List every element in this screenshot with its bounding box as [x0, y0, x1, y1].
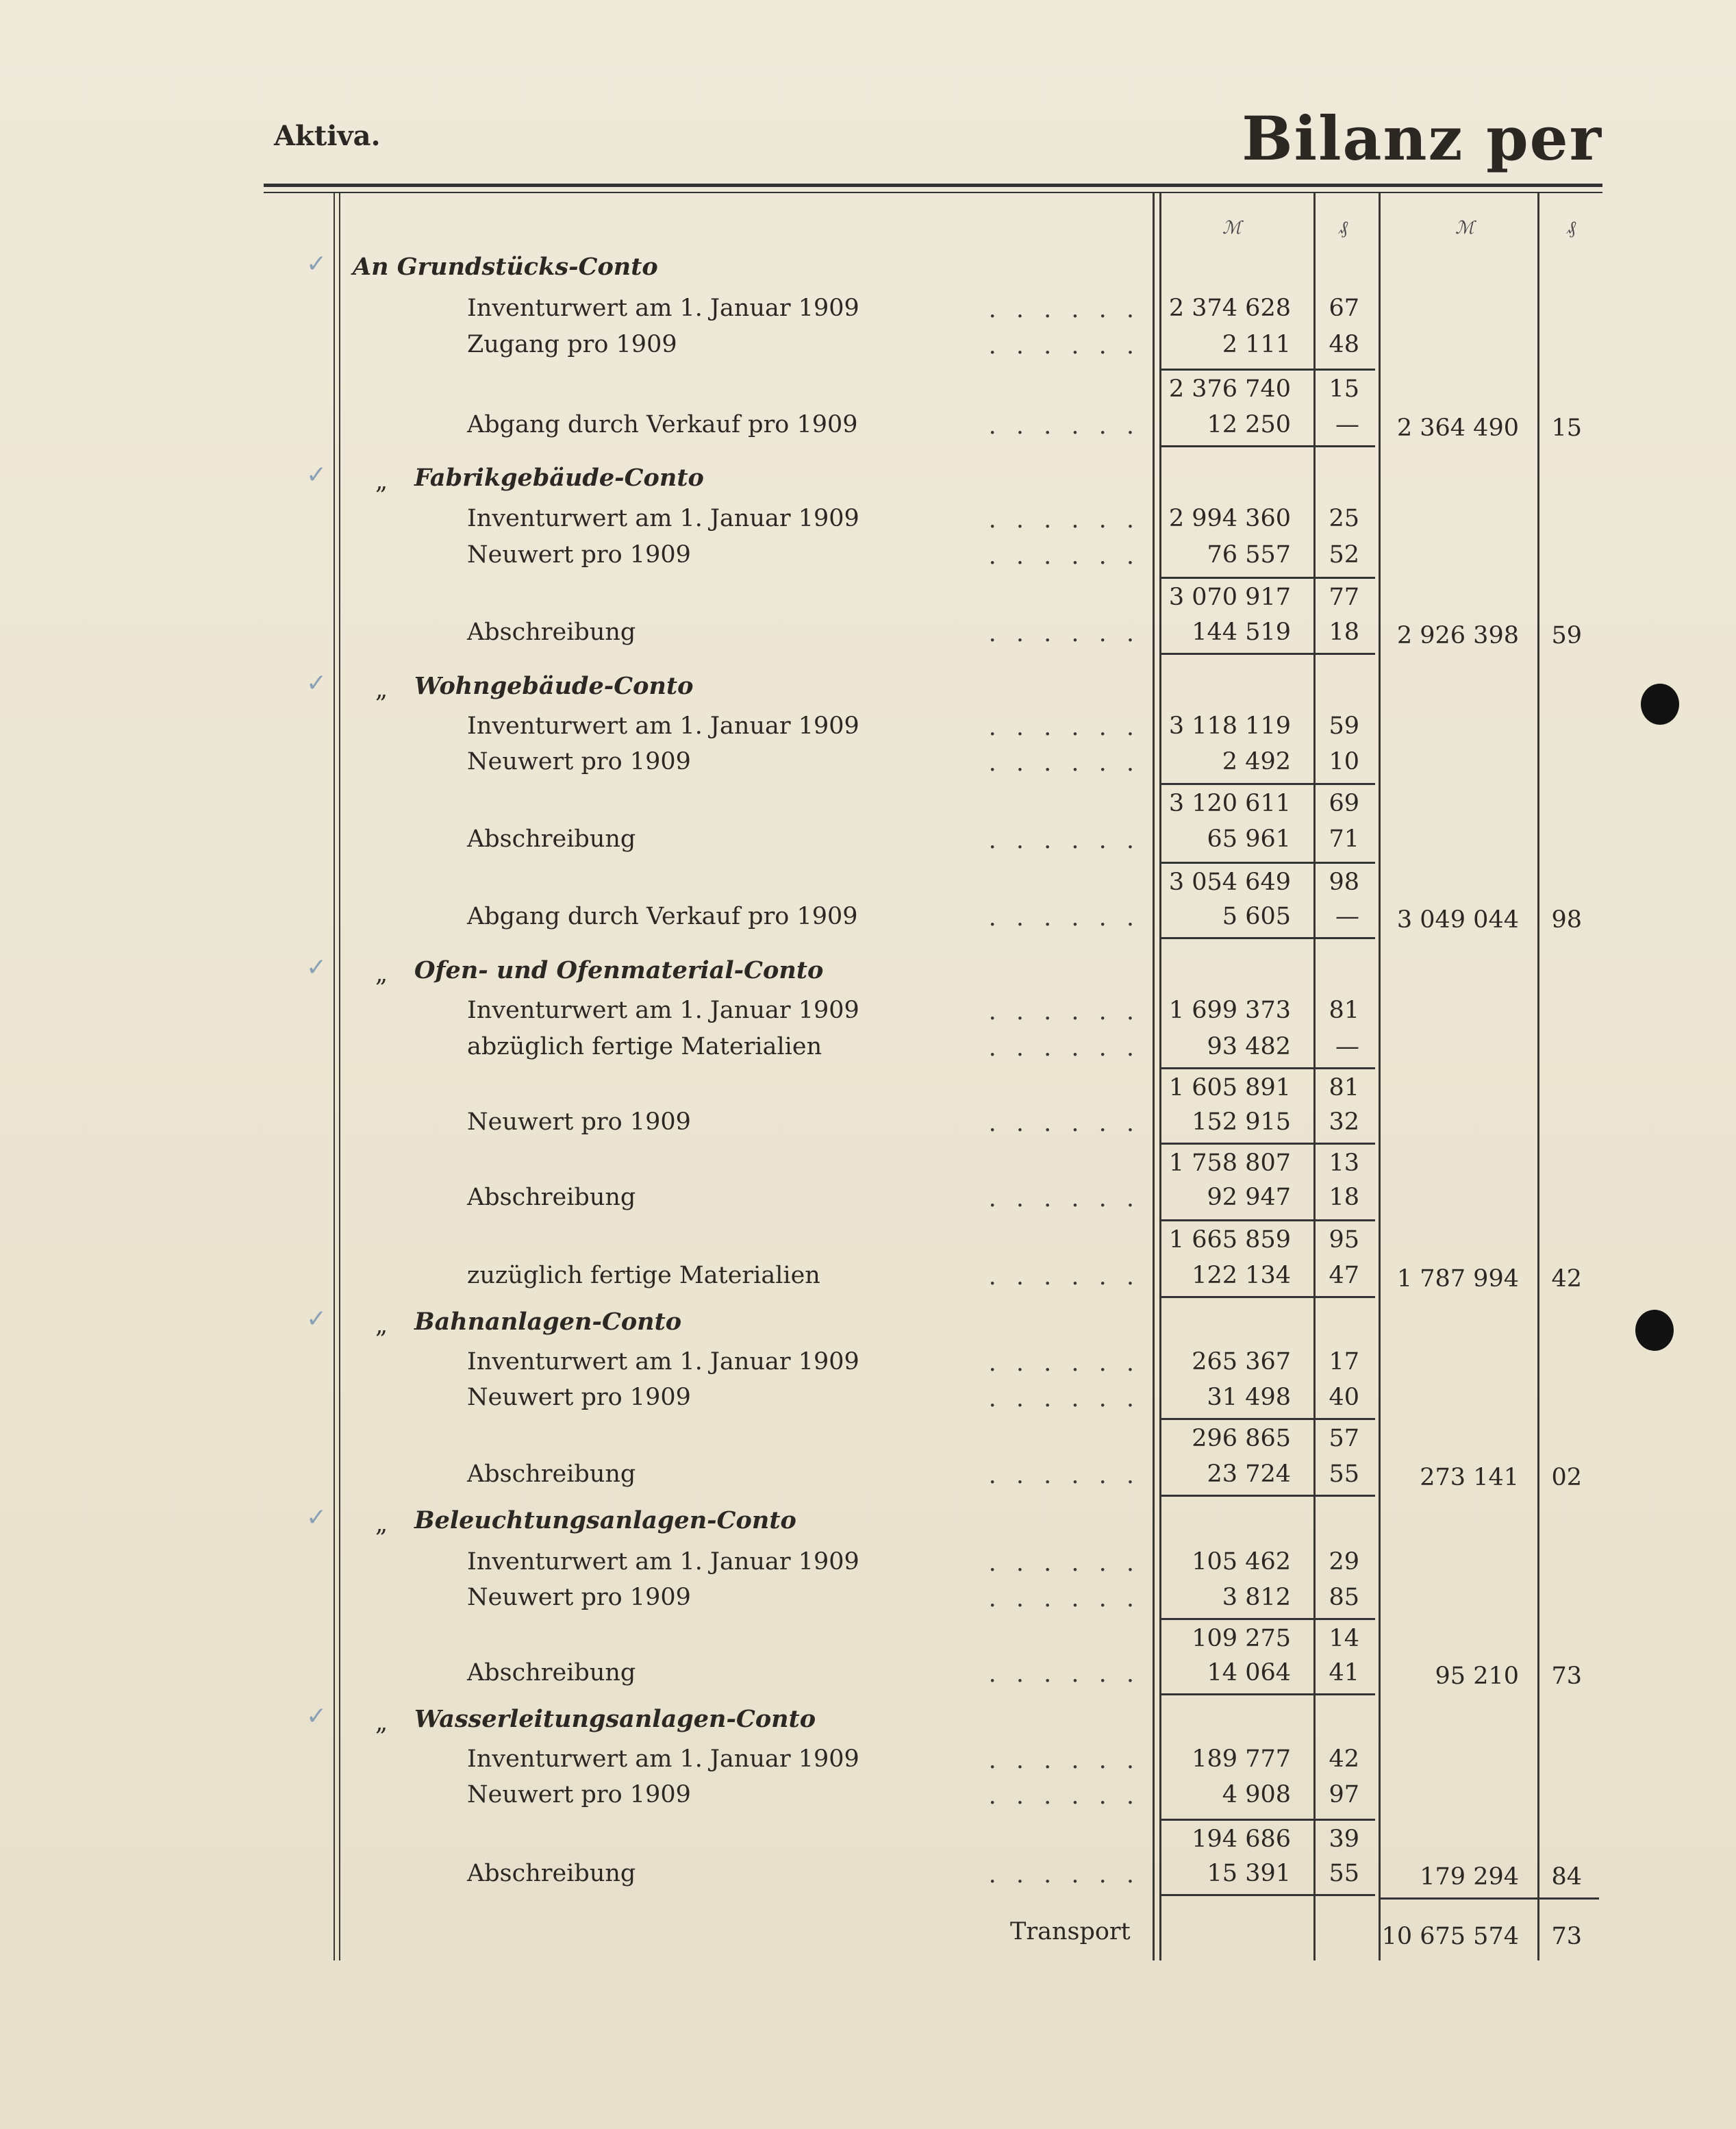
- account-heading: Beleuchtungsanlagen-Conto: [414, 1506, 796, 1534]
- total-pf: 98: [1551, 906, 1582, 934]
- amount-pf: 52: [1329, 541, 1359, 569]
- transport-mark: 10 675 574: [1381, 1923, 1519, 1950]
- amount-pf: 14: [1329, 1625, 1359, 1652]
- account-heading: Bahnanlagen-Conto: [414, 1308, 682, 1336]
- column-line-mark-b: [1159, 193, 1161, 1960]
- line-label: Abgang durch Verkauf pro 1909: [467, 411, 858, 438]
- section-end-rule: [1159, 653, 1375, 655]
- subtotal-rule: [1159, 1219, 1375, 1221]
- amount-mark: 3 054 649: [1168, 869, 1291, 896]
- subtotal-rule: [1159, 1819, 1375, 1821]
- column-line-mark-a: [1153, 193, 1155, 1960]
- total-pf: 42: [1551, 1265, 1582, 1293]
- account-heading: Ofen- und Ofenmaterial-Conto: [414, 956, 824, 984]
- ditto-mark: „: [375, 1510, 388, 1538]
- amount-mark: 296 865: [1192, 1425, 1291, 1452]
- line-label: Abschreibung: [467, 1659, 636, 1686]
- amount-mark: 1 699 373: [1168, 997, 1291, 1024]
- leader-dots: . . . . . .: [988, 506, 1140, 534]
- check-mark: ✓: [306, 461, 327, 489]
- left-margin-line-a: [334, 193, 335, 1960]
- amount-mark: 2 994 360: [1168, 505, 1291, 532]
- leader-dots: . . . . . .: [988, 1185, 1140, 1212]
- leader-dots: . . . . . .: [988, 998, 1140, 1025]
- section-end-rule: [1159, 1894, 1375, 1896]
- subtotal-rule: [1159, 783, 1375, 785]
- section-end-rule: [1159, 937, 1375, 939]
- check-mark: ✓: [306, 1504, 327, 1532]
- line-label: Abgang durch Verkauf pro 1909: [467, 903, 858, 930]
- line-label: Inventurwert am 1. Januar 1909: [467, 997, 859, 1024]
- amount-mark: 122 134: [1192, 1262, 1291, 1289]
- line-label: Neuwert pro 1909: [467, 541, 691, 569]
- amount-pf: —: [1335, 903, 1359, 930]
- line-label: Inventurwert am 1. Januar 1909: [467, 712, 859, 740]
- subtotal-rule: [1159, 577, 1375, 579]
- amount-pf: 98: [1329, 869, 1359, 896]
- amount-pf: —: [1335, 1033, 1359, 1060]
- total-mark: 179 294: [1420, 1863, 1519, 1891]
- amount-pf: 47: [1329, 1262, 1359, 1289]
- ditto-mark: „: [375, 468, 388, 495]
- column-line-pf: [1313, 193, 1316, 1960]
- currency-mark-header: ℳ: [1222, 218, 1242, 238]
- line-label: Inventurwert am 1. Januar 1909: [467, 295, 859, 322]
- line-label: Abschreibung: [467, 1460, 636, 1488]
- total-pf: 02: [1551, 1464, 1582, 1491]
- amount-mark: 76 557: [1207, 541, 1291, 569]
- aktiva-heading: Aktiva.: [274, 120, 381, 152]
- amount-pf: 32: [1329, 1108, 1359, 1136]
- leader-dots: . . . . . .: [988, 714, 1140, 741]
- total-pf: 15: [1551, 414, 1582, 442]
- leader-dots: . . . . . .: [988, 543, 1140, 570]
- total-pf: 59: [1551, 622, 1582, 649]
- line-label: Neuwert pro 1909: [467, 1384, 691, 1411]
- leader-dots: . . . . . .: [988, 749, 1140, 777]
- amount-pf: 77: [1329, 584, 1359, 611]
- subtotal-rule: [1159, 369, 1375, 371]
- line-label: zuzüglich fertige Materialien: [467, 1262, 820, 1289]
- amount-mark: 23 724: [1207, 1460, 1291, 1488]
- amount-mark: 5 605: [1222, 903, 1291, 930]
- amount-mark: 3 118 119: [1168, 712, 1291, 740]
- amount-mark: 105 462: [1192, 1548, 1291, 1576]
- leader-dots: . . . . . .: [988, 332, 1140, 360]
- amount-mark: 31 498: [1207, 1384, 1291, 1411]
- ditto-mark: „: [375, 676, 388, 704]
- leader-dots: . . . . . .: [988, 1660, 1140, 1688]
- amount-mark: 12 250: [1207, 411, 1291, 438]
- amount-mark: 14 064: [1207, 1659, 1291, 1686]
- subtotal-rule: [1159, 862, 1375, 864]
- binder-hole-bottom: [1635, 1310, 1674, 1351]
- line-label: Abschreibung: [467, 1860, 636, 1887]
- amount-pf: 59: [1329, 712, 1359, 740]
- header-rule-thin: [264, 192, 1602, 193]
- amount-pf: 71: [1329, 825, 1359, 853]
- leader-dots: . . . . . .: [988, 1462, 1140, 1489]
- amount-mark: 3 120 611: [1168, 790, 1291, 817]
- amount-mark: 93 482: [1207, 1033, 1291, 1060]
- total-mark: 273 141: [1420, 1464, 1519, 1491]
- leader-dots: . . . . . .: [988, 1549, 1140, 1577]
- amount-pf: 67: [1329, 295, 1359, 322]
- leader-dots: . . . . . .: [988, 620, 1140, 647]
- amount-pf: 25: [1329, 505, 1359, 532]
- amount-pf: 10: [1329, 748, 1359, 775]
- leader-dots: . . . . . .: [988, 1585, 1140, 1613]
- amount-pf: 85: [1329, 1584, 1359, 1611]
- subtotal-rule: [1159, 1067, 1375, 1069]
- total-mark: 2 364 490: [1396, 414, 1519, 442]
- amount-pf: 29: [1329, 1548, 1359, 1576]
- amount-pf: 69: [1329, 790, 1359, 817]
- leader-dots: . . . . . .: [988, 1782, 1140, 1810]
- balance-title: Bilanz per: [1242, 103, 1602, 174]
- line-label: Abschreibung: [467, 619, 636, 646]
- leader-dots: . . . . . .: [988, 827, 1140, 854]
- amount-mark: 65 961: [1207, 825, 1291, 853]
- amount-mark: 2 376 740: [1168, 375, 1291, 403]
- line-label: Inventurwert am 1. Januar 1909: [467, 505, 859, 532]
- leader-dots: . . . . . .: [988, 1349, 1140, 1377]
- line-label: Abschreibung: [467, 1184, 636, 1211]
- amount-mark: 1 605 891: [1168, 1074, 1291, 1101]
- leader-dots: . . . . . .: [988, 1110, 1140, 1137]
- amount-pf: 42: [1329, 1745, 1359, 1773]
- amount-mark: 194 686: [1192, 1826, 1291, 1853]
- subtotal-rule: [1159, 1418, 1375, 1420]
- amount-mark: 144 519: [1192, 619, 1291, 646]
- check-mark: ✓: [306, 1702, 327, 1730]
- amount-mark: 109 275: [1192, 1625, 1291, 1652]
- amount-pf: 97: [1329, 1781, 1359, 1808]
- amount-pf: 40: [1329, 1384, 1359, 1411]
- leader-dots: . . . . . .: [988, 1034, 1140, 1062]
- amount-pf: 48: [1329, 331, 1359, 358]
- amount-mark: 1 665 859: [1168, 1226, 1291, 1254]
- amount-pf: 15: [1329, 375, 1359, 403]
- amount-pf: 18: [1329, 619, 1359, 646]
- leader-dots: . . . . . .: [988, 904, 1140, 932]
- account-heading: An Grundstücks-Conto: [353, 253, 658, 281]
- amount-mark: 4 908: [1222, 1781, 1291, 1808]
- line-label: abzüglich fertige Materialien: [467, 1033, 822, 1060]
- currency-pf-header: ₰: [1339, 218, 1348, 238]
- line-label: Neuwert pro 1909: [467, 1781, 691, 1808]
- section-end-rule: [1159, 1296, 1375, 1298]
- amount-mark: 3 070 917: [1168, 584, 1291, 611]
- transport-rule: [1379, 1897, 1599, 1900]
- amount-mark: 1 758 807: [1168, 1149, 1291, 1177]
- line-label: Inventurwert am 1. Januar 1909: [467, 1745, 859, 1773]
- account-heading: Fabrikgebäude-Conto: [414, 464, 704, 492]
- line-label: Neuwert pro 1909: [467, 748, 691, 775]
- ditto-mark: „: [375, 1709, 388, 1736]
- line-label: Inventurwert am 1. Januar 1909: [467, 1548, 859, 1576]
- check-mark: ✓: [306, 669, 327, 697]
- amount-pf: 18: [1329, 1184, 1359, 1211]
- account-heading: Wasserleitungsanlagen-Conto: [414, 1705, 816, 1733]
- total-mark: 95 210: [1435, 1663, 1519, 1690]
- subtotal-rule: [1159, 1618, 1375, 1620]
- currency-mark-header-total: ℳ: [1455, 218, 1474, 238]
- amount-pf: 81: [1329, 1074, 1359, 1101]
- binder-hole-top: [1641, 684, 1679, 725]
- leader-dots: . . . . . .: [988, 1747, 1140, 1774]
- amount-mark: 2 111: [1222, 331, 1291, 358]
- leader-dots: . . . . . .: [988, 1263, 1140, 1291]
- amount-mark: 3 812: [1222, 1584, 1291, 1611]
- total-mark: 2 926 398: [1396, 622, 1519, 649]
- currency-pf-header-total: ₰: [1567, 218, 1576, 238]
- check-mark: ✓: [306, 954, 327, 982]
- amount-pf: 13: [1329, 1149, 1359, 1177]
- line-label: Inventurwert am 1. Januar 1909: [467, 1348, 859, 1375]
- amount-mark: 2 374 628: [1168, 295, 1291, 322]
- left-margin-line-b: [339, 193, 340, 1960]
- subtotal-rule: [1159, 1143, 1375, 1145]
- line-label: Abschreibung: [467, 825, 636, 853]
- section-end-rule: [1159, 1495, 1375, 1497]
- ditto-mark: „: [375, 960, 388, 988]
- total-mark: 3 049 044: [1396, 906, 1519, 934]
- column-line-total-pf: [1537, 193, 1539, 1960]
- column-line-total: [1379, 193, 1381, 1960]
- leader-dots: . . . . . .: [988, 296, 1140, 323]
- amount-pf: 57: [1329, 1425, 1359, 1452]
- leader-dots: . . . . . .: [988, 1861, 1140, 1889]
- amount-pf: 55: [1329, 1860, 1359, 1887]
- amount-pf: 81: [1329, 997, 1359, 1024]
- header-rule-thick: [264, 184, 1602, 187]
- amount-mark: 92 947: [1207, 1184, 1291, 1211]
- check-mark: ✓: [306, 250, 327, 278]
- amount-pf: 95: [1329, 1226, 1359, 1254]
- amount-pf: 39: [1329, 1826, 1359, 1853]
- amount-pf: 17: [1329, 1348, 1359, 1375]
- amount-pf: —: [1335, 411, 1359, 438]
- line-label: Zugang pro 1909: [467, 331, 677, 358]
- amount-mark: 15 391: [1207, 1860, 1291, 1887]
- amount-mark: 189 777: [1192, 1745, 1291, 1773]
- amount-pf: 55: [1329, 1460, 1359, 1488]
- line-label: Neuwert pro 1909: [467, 1108, 691, 1136]
- leader-dots: . . . . . .: [988, 412, 1140, 440]
- amount-mark: 265 367: [1192, 1348, 1291, 1375]
- line-label: Neuwert pro 1909: [467, 1584, 691, 1611]
- transport-pf: 73: [1551, 1923, 1582, 1950]
- section-end-rule: [1159, 1693, 1375, 1695]
- ditto-mark: „: [375, 1312, 388, 1339]
- amount-mark: 152 915: [1192, 1108, 1291, 1136]
- amount-pf: 41: [1329, 1659, 1359, 1686]
- transport-label: Transport: [1010, 1918, 1131, 1945]
- account-heading: Wohngebäude-Conto: [414, 672, 694, 700]
- leader-dots: . . . . . .: [988, 1385, 1140, 1412]
- total-mark: 1 787 994: [1396, 1265, 1519, 1293]
- check-mark: ✓: [306, 1305, 327, 1333]
- amount-mark: 2 492: [1222, 748, 1291, 775]
- section-end-rule: [1159, 445, 1375, 447]
- total-pf: 84: [1551, 1863, 1582, 1891]
- total-pf: 73: [1551, 1663, 1582, 1690]
